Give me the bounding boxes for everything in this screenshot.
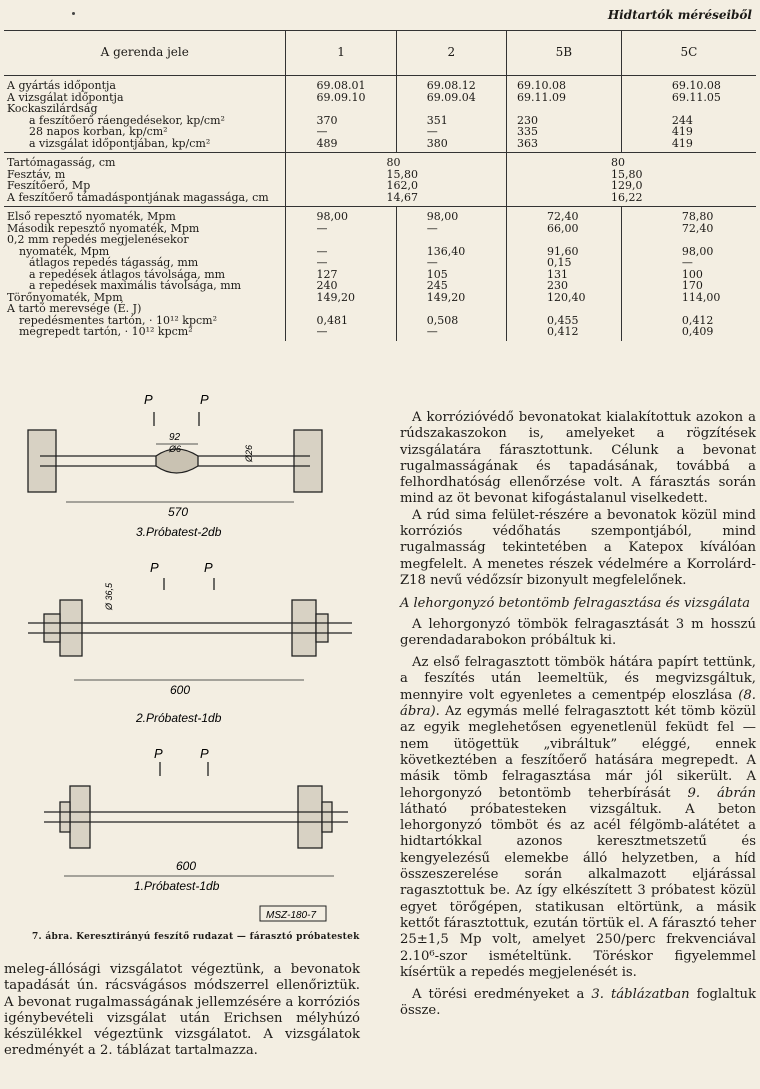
- table-row: [4, 326, 756, 341]
- cell: 0,455: [506, 315, 621, 327]
- running-header: Hidtartók méréseiből: [607, 8, 752, 22]
- row-label: Tartómagasság, cm: [7, 156, 116, 169]
- table-row: [4, 303, 756, 315]
- cell: 351: [396, 115, 506, 127]
- left-column-text: [4, 962, 360, 1060]
- right-nut: [322, 802, 332, 832]
- paragraph-2: A rúd sima felület-részére a bevonatok közül mind korróziós védőhatás szempontjából, mind rugalmasság tekintetében a Katepox kíválóan megfelelt. A menetes részek védelmére a Korrolárd-Z18 nevű védőzsír bizonyult megfelelőnek.: [400, 507, 756, 588]
- cell: [621, 303, 756, 315]
- cell: [286, 103, 396, 115]
- left-block: [60, 600, 82, 656]
- load-label: P: [200, 746, 209, 761]
- cell: 15,80: [286, 169, 507, 181]
- cell: 69.08.01: [286, 76, 396, 92]
- row-label: a vizsgálat időpontjában, kp/cm²: [29, 136, 211, 150]
- cell: 14,67: [286, 192, 507, 207]
- table-row: [4, 126, 756, 138]
- cell: 230: [506, 280, 621, 292]
- cell: 69.09.10: [286, 92, 396, 104]
- cell: —: [396, 223, 506, 235]
- paragraph-4: [400, 655, 756, 981]
- row-label: Fesztáv, m: [7, 167, 66, 181]
- row-label: Törőnyomaték, Mpm: [7, 290, 123, 304]
- row-label: 28 napos korban, kp/cm²: [29, 125, 168, 138]
- cell: 0,15: [506, 257, 621, 269]
- cell: —: [681, 256, 693, 269]
- cell: 69.11.05: [671, 90, 721, 104]
- cell: 78,80: [621, 207, 756, 223]
- row-label: Feszítőerő, Mp: [7, 179, 91, 192]
- p5-part-b: foglaltuk össze.: [400, 987, 756, 1019]
- table-row: [4, 138, 756, 153]
- load-label: P: [204, 560, 213, 575]
- cell: [506, 303, 621, 315]
- p4-part-a: Az első felragasztott tömbök hátára papírt tettünk, a feszítés után leemeltük, és megvizsgáltuk, mennyire volt egyenletes a cementpép eloszlása: [400, 655, 756, 703]
- figure-caption: 7. ábra. Keresztirányú feszítő rudazat — fárasztó próbatestek: [32, 932, 360, 942]
- cell: —: [396, 126, 506, 138]
- table-header-row: [4, 31, 756, 76]
- col-head: 5B: [506, 31, 621, 76]
- p4-figure-ref: (8. ábra): [400, 687, 756, 720]
- cell: 69.10.08: [621, 76, 756, 92]
- row-label: a repedések maximális távolsága, mm: [29, 279, 242, 292]
- cell: [506, 234, 621, 246]
- cell: 69.09.04: [396, 92, 506, 104]
- load-label: P: [150, 560, 159, 575]
- table-row: [4, 153, 756, 169]
- left-paragraph: meleg-állósági vizsgálatot végeztünk, a bevonatok tapadását ún. rácsvágásos módszerrel ellenőriztük. A bevonat rugalmasságának jellemzésére a korróziós igénybevételi vizsgálat után Erichsen mélyhúzó készülékkel végeztünk vizsgálatot. A vizsgálatok eredményét a 2. táblázat tartalmazza.: [4, 962, 360, 1059]
- table-row: [4, 257, 756, 269]
- specimen-3-drawing: [28, 412, 322, 502]
- cell: [286, 303, 396, 315]
- cell: 335: [506, 126, 621, 138]
- cell: 120,40: [506, 292, 621, 304]
- row-label: a repedések átlagos távolsága, mm: [29, 267, 226, 281]
- header-label: A gerenda jele: [4, 31, 286, 76]
- row-label: Első repesztő nyomaték, Mpm: [7, 210, 176, 223]
- left-block: [28, 430, 56, 492]
- right-nut: [316, 614, 328, 642]
- load-label: P: [154, 746, 163, 761]
- row-label: megrepedt tartón, · 10¹² kpcm²: [19, 325, 193, 338]
- subheading: A lehorgonyzó betontömb felragasztása és vizsgálata: [400, 596, 750, 612]
- cell: 69.08.12: [396, 76, 506, 92]
- cell: 136,40: [396, 246, 506, 258]
- cell: 69.11.09: [506, 92, 621, 104]
- load-label: P: [144, 392, 153, 407]
- col-head: 2: [396, 31, 506, 76]
- paragraph-1: A korrózióvédő bevonatokat kialakítottuk azokon a rúdszakaszokon is, amelyeket a rögzítések vizsgálatára fárasztottunk. Célunk a bevonat rugalmasságának és tapadásának, továbbá a felhordhatóság ellenőrzése volt. A fárasztás során mind az öt bevonat kifogástalanul viselkedett.: [400, 410, 756, 507]
- cell: [396, 103, 506, 115]
- load-label: P: [200, 392, 209, 407]
- cell: 244: [671, 113, 693, 127]
- dim-d26: Ø26: [244, 444, 254, 462]
- cell: [621, 234, 756, 246]
- table-row: [4, 192, 756, 207]
- table-row: [4, 92, 756, 104]
- cell: 0,508: [396, 315, 506, 327]
- row-label: A tartó merevsége (É. J): [7, 302, 142, 315]
- cell: 66,00: [506, 223, 621, 235]
- cell: [286, 234, 396, 246]
- row-label: repedésmentes tartón, · 10¹² kpcm²: [19, 313, 217, 327]
- cell: 98,00: [396, 207, 506, 223]
- cell: 370: [286, 115, 396, 127]
- cell: [506, 103, 621, 115]
- cell: 100: [681, 267, 703, 281]
- cell: —: [286, 223, 396, 235]
- table-row: [4, 207, 756, 223]
- cell: 129,0: [610, 179, 643, 192]
- row-label: nyomaték, Mpm: [19, 244, 110, 258]
- row-label: Kockaszilárdság: [7, 102, 98, 115]
- right-block: [294, 430, 322, 492]
- table-row: [4, 103, 756, 115]
- left-block: [70, 786, 90, 848]
- cell: —: [286, 126, 396, 138]
- cell: 114,00: [681, 290, 721, 304]
- cell: —: [396, 326, 506, 341]
- cell: [621, 103, 756, 115]
- cell: 127: [286, 269, 396, 281]
- dim-600: 600: [176, 859, 197, 873]
- speck: [72, 12, 75, 15]
- cell: 72,40: [506, 207, 621, 223]
- right-column-text: [400, 410, 756, 1020]
- cell: 72,40: [681, 221, 714, 235]
- data-table: [4, 30, 756, 341]
- cell: 419: [671, 125, 693, 138]
- cell: 15,80: [610, 167, 643, 181]
- cell: 240: [286, 280, 396, 292]
- cell: 380: [396, 138, 506, 153]
- cell: 91,60: [506, 246, 621, 258]
- cell: 98,00: [286, 207, 396, 223]
- stamp-text: MSZ-180-7: [266, 910, 317, 921]
- cell: [396, 303, 506, 315]
- cell: —: [396, 257, 506, 269]
- cell: 0,409: [681, 325, 714, 338]
- cell: 0,412: [506, 326, 621, 341]
- row-label: 0,2 mm repedés megjelenésekor: [7, 233, 189, 246]
- row-label: A feszítőerő támadáspontjának magassága, cm: [7, 190, 269, 204]
- cell: 162,0: [286, 180, 507, 192]
- cell: 149,20: [286, 292, 396, 304]
- cell: 105: [396, 269, 506, 281]
- row-label: A vizsgálat időpontja: [7, 90, 124, 104]
- row-label: átlagos repedés tágasság, mm: [29, 256, 199, 269]
- cell: 0,481: [286, 315, 396, 327]
- caption-2: 2.Próbatest-1db: [136, 711, 222, 725]
- cell: 98,00: [681, 244, 714, 258]
- right-block: [292, 600, 316, 656]
- p5-part-a: A törési eredményeket a: [412, 987, 592, 1003]
- specimen-1-drawing: [44, 762, 348, 921]
- caption-3: 3.Próbatest-2db: [136, 525, 222, 539]
- cell: 489: [286, 138, 396, 153]
- left-nut: [44, 614, 60, 642]
- dim-600: 600: [170, 683, 191, 697]
- left-nut: [60, 802, 70, 832]
- p5-table-ref: 3. táblázatban: [591, 987, 690, 1003]
- cell: 0,412: [681, 313, 714, 327]
- dim-d36: Ø 36,5: [104, 582, 114, 610]
- table-row: [4, 234, 756, 246]
- row-label: A gyártás időpontja: [7, 79, 116, 92]
- cell: 16,22: [610, 190, 643, 204]
- cell: 131: [506, 269, 621, 281]
- dim-d6: Ø6: [169, 444, 182, 454]
- dim-92: 92: [169, 432, 181, 443]
- caption-1: 1.Próbatest-1db: [134, 879, 220, 893]
- row-label: a feszítőerő ráengedésekor, kp/cm²: [29, 113, 225, 127]
- cell: 363: [506, 138, 621, 153]
- cell: —: [286, 326, 396, 341]
- p4-part-b: . Az egymás mellé felragasztott két tömb közül az egyik meglehetősen egyenetlenül feküdt fel — nem ütögettük „vibráltuk” eléggé, ennek következtében a feszítőerő hatására megrepedt. A másik tömb felragasztása már jól sikerült. A lehorgonyzó betontömb teherbírását: [400, 704, 756, 801]
- dim-570: 570: [168, 505, 189, 519]
- table-row: [4, 76, 756, 92]
- cell: 230: [506, 115, 621, 127]
- right-block: [298, 786, 322, 848]
- cell: 170: [681, 279, 703, 292]
- cell: 245: [396, 280, 506, 292]
- row-label: Második repesztő nyomaték, Mpm: [7, 221, 200, 235]
- p4-figure-ref-2: 9. ábrán: [687, 785, 756, 801]
- figure-drawing: [4, 392, 394, 932]
- table-row: [4, 169, 756, 181]
- col-head: 1: [286, 31, 396, 76]
- cell: 149,20: [396, 292, 506, 304]
- paragraph-5: [400, 987, 756, 1020]
- cell: [396, 234, 506, 246]
- cell: 80: [286, 153, 507, 169]
- col-head: 5C: [621, 31, 756, 76]
- p4-part-c: látható próbatesteken vizsgáltuk. A beton lehorgonyzó tömböt és az acél félgömb-alátétet a hidtartókkal azonos keresztmetszetű és kengyelezésű elemekbe álló helyzetben, a híd összeszerelése során alkalmazott eljárással ragasztottuk be. Az így elkészített 3 próbatest közül egyet törőgépen, statikusan eltörtünk, a másik kettőt fárasztottuk, ezután törtük el. A fárasztó teher 25±1,5 Mp volt, amelyet 250/perc frekvenciával 2.10⁶-szor ismételtünk. Töréskor figyelemmel kísértük a repedés megjelenését is.: [400, 801, 756, 980]
- cell: —: [286, 246, 396, 258]
- cell: —: [286, 257, 396, 269]
- paragraph-3: A lehorgonyzó tömbök felragasztását 3 m hosszú gerendadarabokon próbáltuk ki.: [400, 616, 756, 648]
- cell: 69.10.08: [506, 76, 621, 92]
- cell: 419: [671, 136, 693, 150]
- specimen-2-drawing: [28, 578, 352, 680]
- cell: 80: [506, 153, 756, 169]
